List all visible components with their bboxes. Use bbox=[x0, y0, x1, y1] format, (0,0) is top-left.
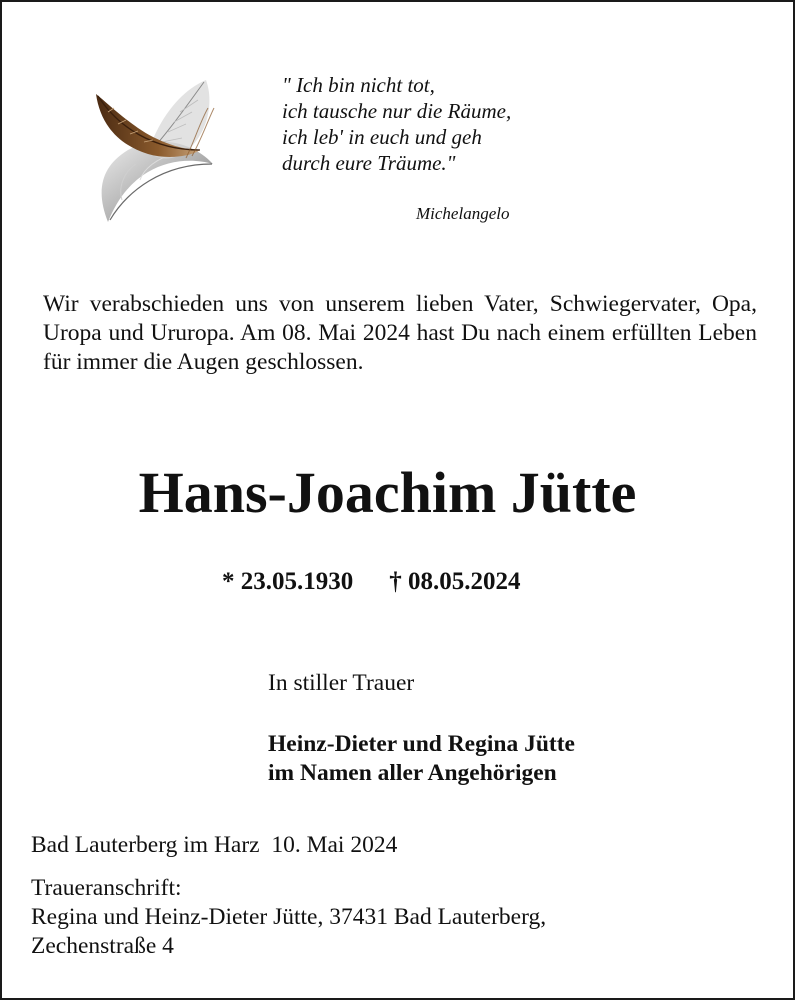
signers bbox=[268, 730, 575, 788]
feather-icon bbox=[88, 72, 228, 232]
quote-line: ich leb' in euch und geh bbox=[282, 125, 482, 149]
birth-date: * 23.05.1930 bbox=[222, 568, 354, 595]
death-date: † 08.05.2024 bbox=[389, 568, 521, 595]
quote-line: ich tausche nur die Räume, bbox=[282, 99, 512, 123]
quote-line: durch eure Träume." bbox=[282, 151, 456, 175]
mourning-address bbox=[31, 874, 546, 961]
quote-line: " Ich bin nicht tot, bbox=[282, 73, 435, 97]
place-date: Bad Lauterberg im Harz 10. Mai 2024 bbox=[31, 832, 398, 858]
address-line: Zechenstraße 4 bbox=[31, 933, 174, 959]
address-line: Regina und Heinz-Dieter Jütte, 37431 Bad Lauterberg, bbox=[31, 904, 547, 930]
address-label: Traueranschrift: bbox=[31, 875, 182, 901]
intro-text: Wir verabschieden uns von unserem lieben Vater, Schwiegervater, Opa, Uropa und Ururopa. Am 08. Mai 2024 hast Du nach einem erfüllten Leben für immer die Augen geschlossen. bbox=[43, 291, 757, 375]
signer-line: Heinz-Dieter und Regina Jütte bbox=[268, 731, 575, 757]
signer-line: im Namen aller Angehörigen bbox=[268, 760, 557, 786]
mourning-line: In stiller Trauer bbox=[268, 670, 415, 696]
quote-author: Michelangelo bbox=[416, 204, 510, 223]
life-dates bbox=[222, 568, 521, 596]
deceased-name: Hans-Joachim Jütte bbox=[138, 460, 637, 525]
quote bbox=[282, 72, 511, 176]
